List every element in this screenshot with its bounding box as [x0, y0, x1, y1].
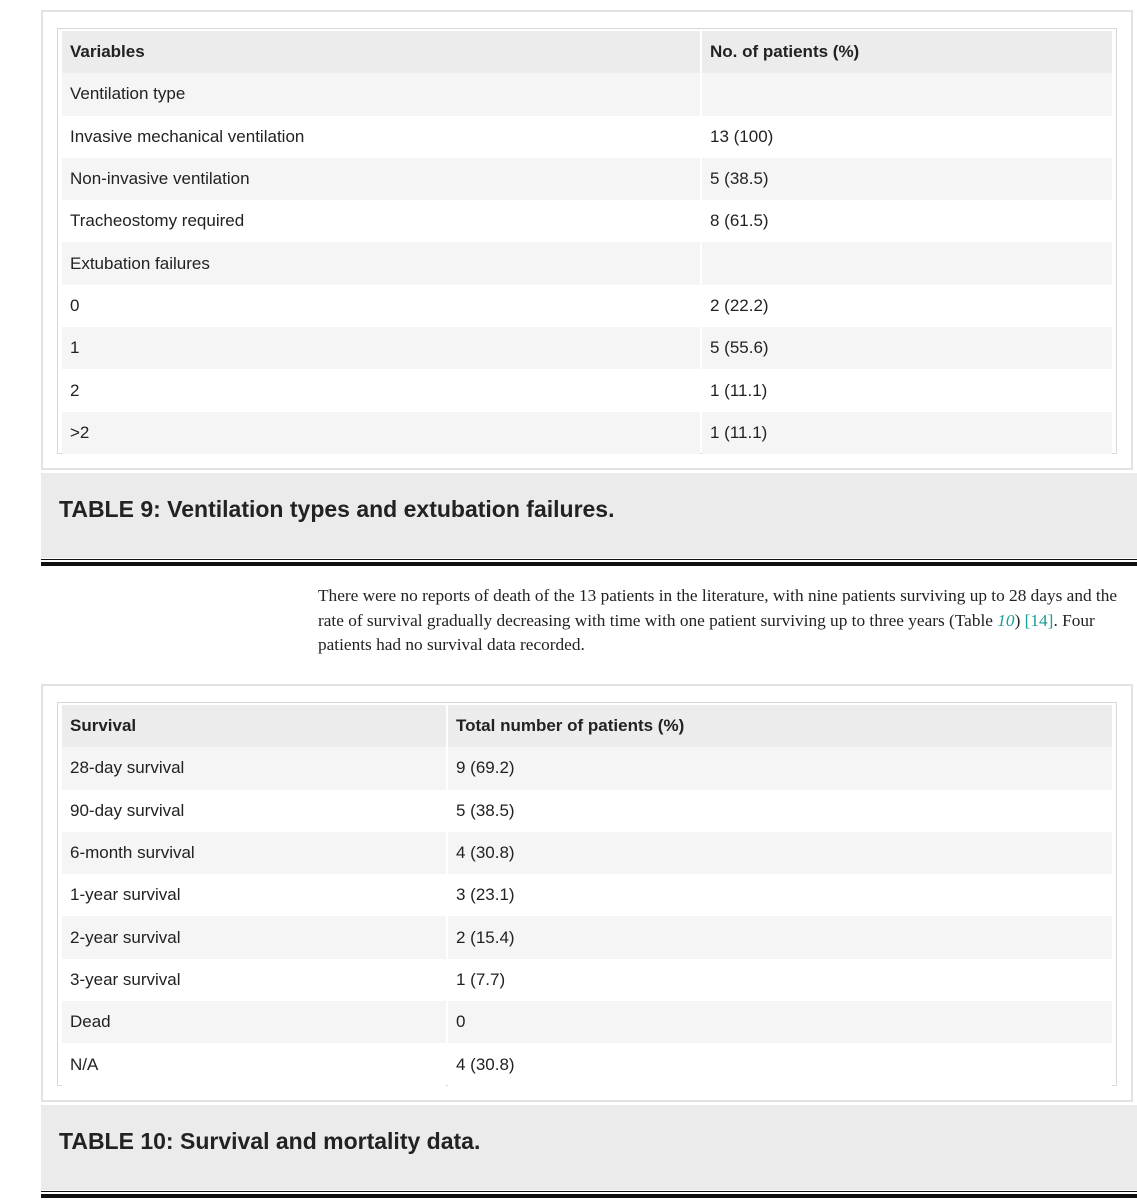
table-10-frame — [41, 684, 1133, 1102]
table-row — [62, 916, 1112, 958]
cell-survival: Dead — [62, 1001, 446, 1043]
caption-divider — [41, 1191, 1137, 1192]
table-row — [62, 327, 1112, 369]
table-row — [62, 1043, 1112, 1085]
cell-value: 1 (11.1) — [702, 369, 1112, 411]
table-10 — [60, 705, 1114, 1086]
paragraph-text: There were no reports of death of the 13 patients in the literature, with nine patients surviving up to 28 days and the rate of survival gradually decreasing with time with one patient surviving up to three years (Table — [318, 586, 1118, 630]
table-header-row — [62, 705, 1112, 747]
citation-link[interactable]: [14] — [1024, 610, 1054, 630]
table-10-caption: TABLE 10: Survival and mortality data. — [59, 1128, 481, 1154]
table-9-caption: TABLE 9: Ventilation types and extubation failures. — [59, 496, 615, 522]
cell-variable: 2 — [62, 369, 700, 411]
cell-variable: Non-invasive ventilation — [62, 158, 700, 200]
table-row — [62, 790, 1112, 832]
cell-value: 5 (38.5) — [702, 158, 1112, 200]
table-reference-link[interactable]: 10 — [997, 610, 1015, 630]
table-row — [62, 158, 1112, 200]
table-row — [62, 747, 1112, 789]
cell-value: 5 (55.6) — [702, 327, 1112, 369]
column-header-survival: Survival — [62, 705, 446, 747]
cell-value: 9 (69.2) — [448, 747, 1112, 789]
cell-variable: Extubation failures — [62, 242, 700, 284]
column-header-variables: Variables — [62, 31, 700, 73]
table-row — [62, 242, 1112, 284]
caption-divider — [41, 562, 1137, 566]
cell-variable: 1 — [62, 327, 700, 369]
table-row — [62, 285, 1112, 327]
cell-value: 4 (30.8) — [448, 832, 1112, 874]
table-header-row — [62, 31, 1112, 73]
cell-value: 2 (22.2) — [702, 285, 1112, 327]
table-9-frame — [41, 10, 1133, 470]
column-header-total-patients: Total number of patients (%) — [448, 705, 1112, 747]
cell-variable: >2 — [62, 412, 700, 454]
table-row — [62, 412, 1112, 454]
caption-divider — [41, 1194, 1137, 1198]
cell-value: 3 (23.1) — [448, 874, 1112, 916]
table-row — [62, 1001, 1112, 1043]
paragraph-text: . Four patients had no survival data recorded. — [318, 610, 1095, 654]
table-row — [62, 369, 1112, 411]
cell-value — [702, 73, 1112, 115]
table-row — [62, 874, 1112, 916]
cell-survival: 28-day survival — [62, 747, 446, 789]
table-row — [62, 200, 1112, 242]
cell-value: 2 (15.4) — [448, 916, 1112, 958]
cell-value: 5 (38.5) — [448, 790, 1112, 832]
cell-value: 13 (100) — [702, 116, 1112, 158]
cell-value: 4 (30.8) — [448, 1043, 1112, 1085]
cell-variable: Tracheostomy required — [62, 200, 700, 242]
table-10-caption-box — [41, 1105, 1137, 1190]
table-row — [62, 116, 1112, 158]
cell-value — [702, 242, 1112, 284]
table-row — [62, 832, 1112, 874]
table-9-container — [57, 28, 1117, 454]
cell-survival: 3-year survival — [62, 959, 446, 1001]
cell-survival: 1-year survival — [62, 874, 446, 916]
column-header-patients: No. of patients (%) — [702, 31, 1112, 73]
cell-survival: 90-day survival — [62, 790, 446, 832]
cell-value: 1 (7.7) — [448, 959, 1112, 1001]
table-10-container — [57, 702, 1117, 1086]
cell-value: 8 (61.5) — [702, 200, 1112, 242]
body-paragraph — [318, 584, 1137, 658]
table-row — [62, 959, 1112, 1001]
cell-value: 1 (11.1) — [702, 412, 1112, 454]
caption-divider — [41, 559, 1137, 560]
table-9 — [60, 31, 1114, 454]
paragraph-text: ) — [1014, 610, 1025, 630]
cell-survival: N/A — [62, 1043, 446, 1085]
cell-variable: Invasive mechanical ventilation — [62, 116, 700, 158]
table-row — [62, 73, 1112, 115]
cell-survival: 6-month survival — [62, 832, 446, 874]
table-9-caption-box — [41, 473, 1137, 558]
cell-variable: Ventilation type — [62, 73, 700, 115]
cell-variable: 0 — [62, 285, 700, 327]
cell-value: 0 — [448, 1001, 1112, 1043]
cell-survival: 2-year survival — [62, 916, 446, 958]
